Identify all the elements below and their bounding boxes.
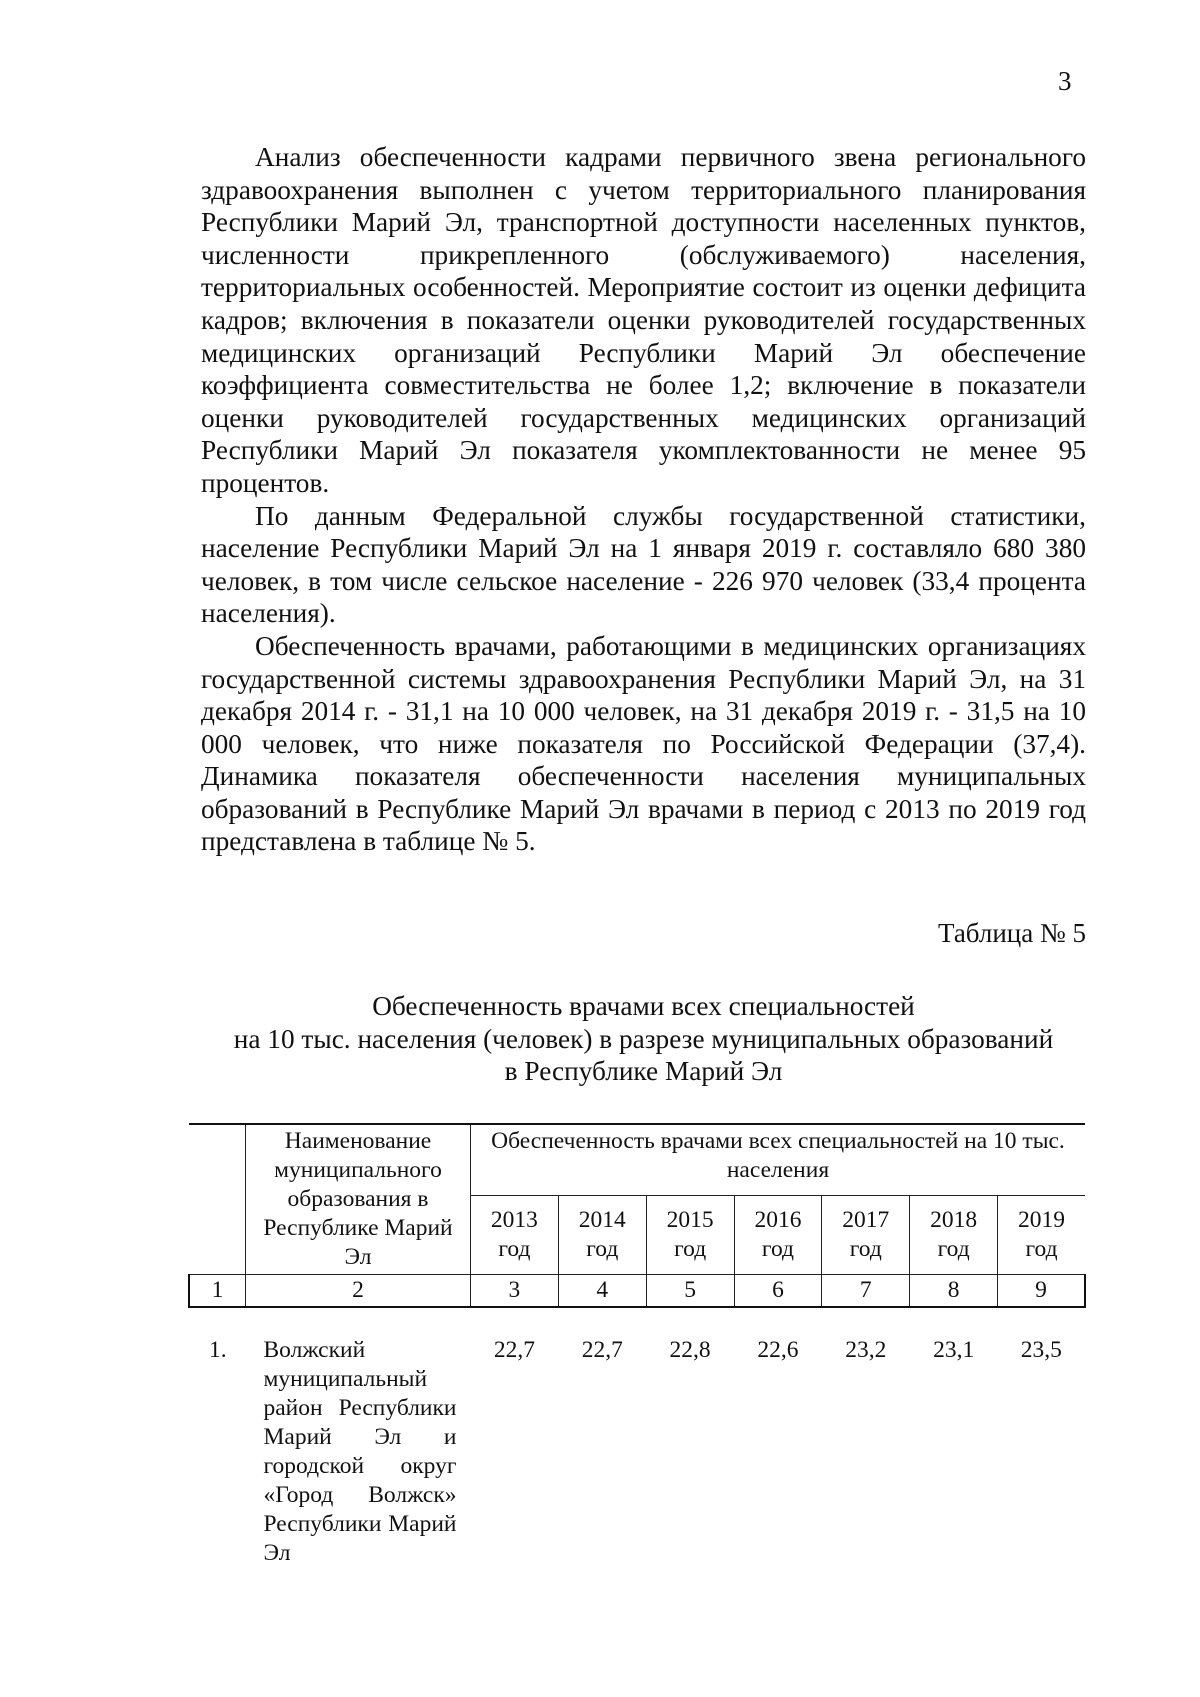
column-index-cell: 4	[558, 1275, 646, 1308]
row-value-2015: 22,8	[669, 1337, 711, 1363]
header-year-2016: 2016 год	[734, 1195, 822, 1274]
column-index-cell: 9	[998, 1275, 1085, 1308]
header-year-2017: 2017 год	[822, 1195, 910, 1274]
table-label: Таблица № 5	[938, 918, 1086, 948]
table-header-row	[189, 1124, 1085, 1195]
header-year-2019: 2019 год	[998, 1195, 1085, 1274]
body-text	[201, 141, 1086, 858]
column-index-cell: 7	[822, 1275, 910, 1308]
header-year-2013: 2013 год	[471, 1195, 559, 1274]
column-index-cell: 5	[646, 1275, 734, 1308]
header-number-cell	[189, 1124, 246, 1275]
column-index-cell: 2	[246, 1275, 471, 1308]
column-index-cell: 1	[189, 1275, 246, 1308]
column-index-cell: 6	[734, 1275, 822, 1308]
row-number: 1.	[209, 1337, 227, 1363]
table-spacer	[189, 1307, 1085, 1334]
row-value-2014: 22,7	[581, 1337, 623, 1363]
paragraph-doctor-supply: Обеспеченность врачами, работающими в медицинских организациях государственной системы здравоохранения Республики Марий Эл, на 31 декабря 2014 г. - 31,1 на 10 000 человек, на 31 декабря 2019 г. - 31,5 на 10 000 человек, что ниже показателя по Российской Федерации (37,4). Динамика показателя обеспеченности населения муниципальных образований в Республике Марий Эл врачами в период с 2013 по 2019 год представлена в таблице № 5.	[201, 630, 1086, 857]
row-value-2017: 23,2	[845, 1337, 887, 1363]
paragraph-population: По данным Федеральной службы государственной статистики, население Республики Марий Эл на 1 января 2019 г. составляло 680 380 человек, в том числе сельское население - 226 970 человек (33,4 процента населения).	[201, 500, 1086, 629]
row-value-2018: 23,1	[933, 1337, 975, 1363]
table-title-line-2: на 10 тыс. населения (человек) в разрезе муниципальных образований	[233, 1023, 1054, 1054]
table-title-line-3: в Республике Марий Эл	[504, 1056, 783, 1087]
row-value-2016: 22,6	[757, 1337, 799, 1363]
paragraph-analysis: Анализ обеспеченности кадрами первичного звена регионального здравоохранения выполнен с учетом территориального планирования Республики Марий Эл, транспортной доступности населенных пунктов, численности прикрепленного (обслуживаемого) населения, территориальных особенностей. Мероприятие состоит из оценки дефицита кадров; включения в показатели оценки руководителей государственных медицинских организаций Республики Марий Эл обеспечение коэффициента совместительства не более 1,2; включение в показатели оценки руководителей государственных медицинских организаций Республики Марий Эл показателя укомплектованности не менее 95 процентов.	[201, 142, 1086, 498]
row-value-2013: 22,7	[493, 1337, 535, 1363]
row-municipality-name: Волжский муниципальный район Республики Марий Эл и городской округ «Город Волжск» Республики Марий Эл	[263, 1337, 457, 1566]
column-index-cell: 3	[471, 1275, 559, 1308]
table-row	[189, 1334, 1085, 1570]
column-index-cell: 8	[910, 1275, 998, 1308]
header-year-2015: 2015 год	[646, 1195, 734, 1274]
column-index-row	[189, 1275, 1085, 1308]
header-year-2014: 2014 год	[558, 1195, 646, 1274]
doctor-supply-table	[188, 1123, 1086, 1570]
row-value-2019: 23,5	[1020, 1337, 1062, 1363]
table-title	[201, 990, 1086, 1088]
header-municipality-name: Наименование муниципального образования в Республике Марий Эл	[246, 1124, 471, 1275]
page-number: 3	[1058, 66, 1072, 96]
header-year-2018: 2018 год	[910, 1195, 998, 1274]
header-supply-group: Обеспеченность врачами всех специальностей на 10 тыс. населения	[471, 1124, 1086, 1195]
table-title-line-1: Обеспеченность врачами всех специальностей	[372, 991, 915, 1021]
